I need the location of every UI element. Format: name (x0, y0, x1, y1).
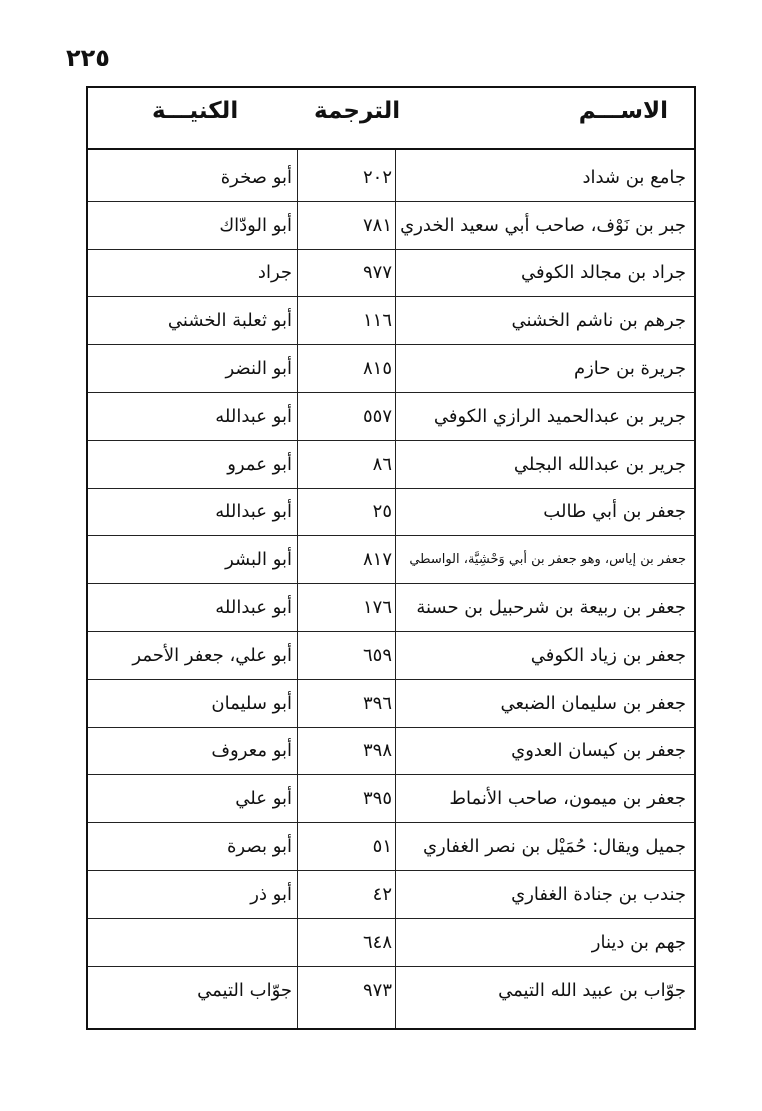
kunya-cell: أبو معروف (211, 740, 292, 762)
table-row (88, 202, 694, 250)
table-row (88, 919, 694, 967)
name-cell: جعفر بن أبي طالب (543, 501, 686, 523)
number-cell: ٩٧٣ (362, 979, 392, 1001)
kunya-cell: أبو ثعلبة الخشني (167, 310, 292, 332)
number-cell: ٣٩٥ (362, 788, 392, 810)
name-cell: جرهم بن ناشم الخشني (511, 310, 686, 332)
name-cell: جعفر بن سليمان الضبعي (500, 692, 686, 714)
name-cell: جعفر بن ميمون، صاحب الأنماط (449, 788, 686, 810)
kunya-cell: أبو عبدالله (215, 405, 292, 427)
number-cell: ٧٨١ (362, 214, 392, 236)
number-cell: ٨٦ (372, 453, 392, 475)
number-cell: ٥٥٧ (362, 405, 392, 427)
name-cell: جرير بن عبدالله البجلي (513, 453, 686, 475)
header-name: الاســـم (578, 98, 668, 124)
name-cell: جراد بن مجالد الكوفي (521, 262, 686, 284)
name-cell: جعفر بن إياس، وهو جعفر بن أبي وَحْشِيَّة، الواسطي (409, 552, 686, 568)
kunya-cell: أبو النضر (225, 358, 292, 380)
table-header (88, 88, 694, 150)
name-cell: جرير بن عبدالحميد الرازي الكوفي (433, 405, 686, 427)
number-cell: ٢٠٢ (362, 166, 392, 188)
kunya-cell: أبو عبدالله (215, 501, 292, 523)
kunya-cell: أبو عبدالله (215, 597, 292, 619)
table-row (88, 680, 694, 728)
table-body (88, 154, 694, 1014)
kunya-cell: جوّاب التيمي (197, 979, 292, 1001)
kunya-cell: أبو الودّاك (219, 214, 292, 236)
name-cell: جعفر بن زياد الكوفي (530, 644, 686, 666)
name-cell: جهم بن دينار (591, 931, 686, 953)
number-cell: ٦٥٩ (362, 644, 392, 666)
kunya-cell: أبو صخرة (220, 166, 292, 188)
kunya-cell: أبو البشر (225, 549, 292, 571)
kunya-cell: أبو عمرو (227, 453, 292, 475)
number-cell: ١١٦ (362, 310, 392, 332)
table-row (88, 584, 694, 632)
kunya-cell: جراد (257, 262, 292, 284)
header-translation: الترجمة (314, 98, 401, 124)
table-row (88, 297, 694, 345)
table-row (88, 441, 694, 489)
table-row (88, 154, 694, 202)
header-kunya: الكنيـــة (152, 98, 239, 124)
kunya-cell: أبو بصرة (226, 836, 292, 858)
number-cell: ٢٥ (372, 501, 392, 523)
kunya-cell (88, 919, 298, 966)
kunya-cell: أبو علي، جعفر الأحمر (132, 644, 292, 666)
kunya-cell: أبو علي (235, 788, 292, 810)
table-row (88, 489, 694, 537)
kunya-cell: أبو ذر (250, 883, 292, 905)
table-row (88, 345, 694, 393)
table-row (88, 871, 694, 919)
number-cell: ١٧٦ (362, 597, 392, 619)
table-row (88, 393, 694, 441)
table-row (88, 632, 694, 680)
name-cell: جميل ويقال: حُمَيْل بن نصر الغفاري (422, 836, 686, 858)
table-row (88, 536, 694, 584)
number-cell: ٦٤٨ (362, 931, 392, 953)
number-cell: ٤٢ (372, 883, 392, 905)
name-cell: جوّاب بن عبيد الله التيمي (498, 979, 686, 1001)
name-cell: جعفر بن ربيعة بن شرحبيل بن حسنة (416, 597, 686, 619)
number-cell: ٣٩٦ (362, 692, 392, 714)
index-table (86, 86, 696, 1030)
name-cell: جعفر بن كيسان العدوي (511, 740, 686, 762)
name-cell: جندب بن جنادة الغفاري (511, 883, 686, 905)
table-row (88, 728, 694, 776)
kunya-cell: أبو سليمان (211, 692, 292, 714)
name-cell: جامع بن شداد (582, 166, 686, 188)
table-row (88, 823, 694, 871)
name-cell: جبر بن نَوْف، صاحب أبي سعيد الخدري (400, 214, 686, 236)
number-cell: ٣٩٨ (362, 740, 392, 762)
table-row (88, 775, 694, 823)
number-cell: ٨١٧ (362, 549, 392, 571)
page-number: ٢٢٥ (66, 44, 110, 72)
name-cell: جريرة بن حازم (573, 358, 686, 380)
number-cell: ٨١٥ (362, 358, 392, 380)
table-row (88, 250, 694, 298)
number-cell: ٥١ (372, 836, 392, 858)
table-row (88, 967, 694, 1015)
number-cell: ٩٧٧ (362, 262, 392, 284)
